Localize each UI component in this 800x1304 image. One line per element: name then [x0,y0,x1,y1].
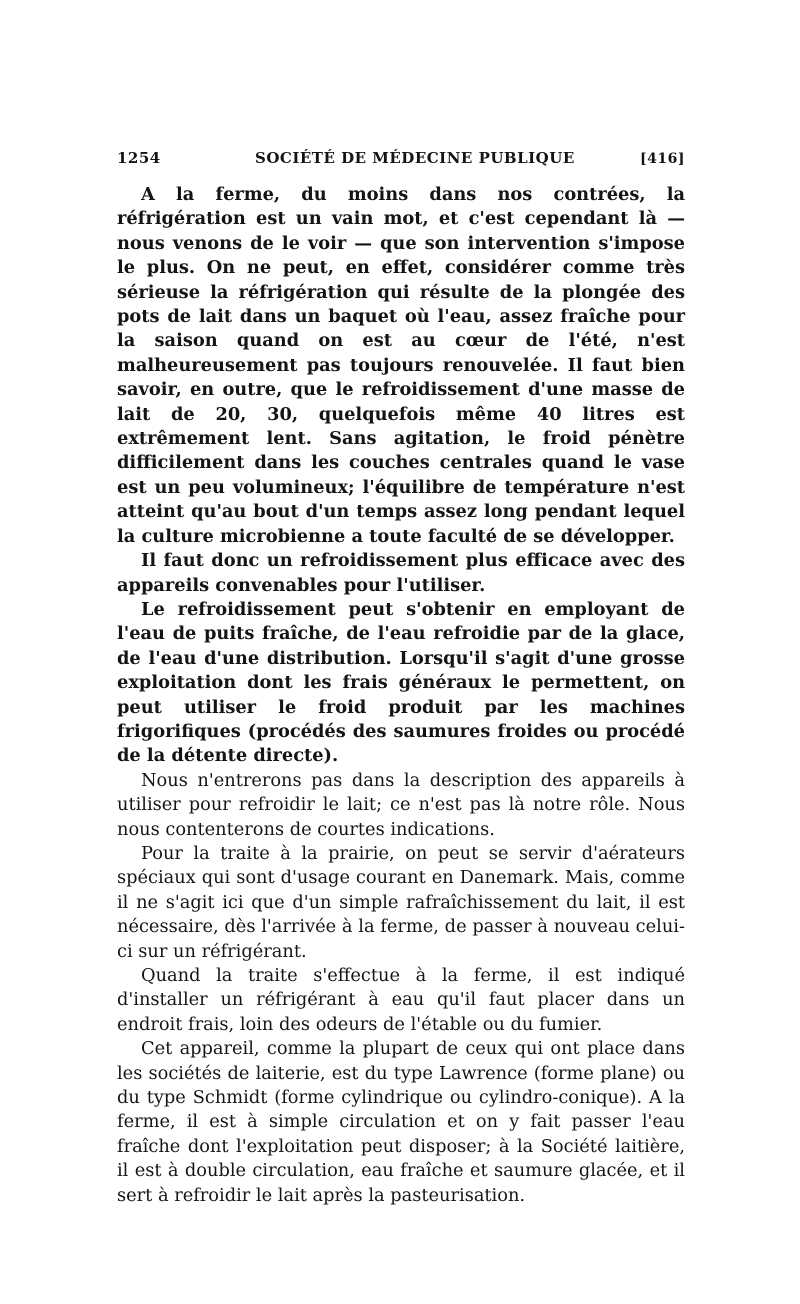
bracket-page-number: [416] [640,151,685,167]
running-header [117,149,685,175]
paragraph-1: A la ferme, du moins dans nos contrées, la réfrigération est un vain mot, et c'est cependant là — nous venons de le voir — que son intervention s'impose le plus. On ne peut, en effet, considérer comme très sérieuse la réfrigération qui résulte de la plongée des pots de lait dans un baquet où l'eau, assez fraîche pour la saison quand on est au cœur de l'été, n'est malheureusement pas toujours renouvelée. Il faut bien savoir, en outre, que le refroidissement d'une masse de lait de 20, 30, quelquefois même 40 litres est extrêmement lent. Sans agitation, le froid pénètre difficilement dans les couches centrales quand le vase est un peu volumineux; l'équilibre de température n'est atteint qu'au bout d'un temps assez long pendant lequel la culture microbienne a toute faculté de se développer. [117,184,685,547]
page-folio: 1254 [117,149,161,167]
paragraph-7: Cet appareil, comme la plupart de ceux qui ont place dans les sociétés de laiterie, est du type Lawrence (forme plane) ou du type Schmidt (forme cylindrique ou cylindro-conique). A la ferme, il est à simple circulation et on y fait passer l'eau fraîche dont l'exploitation peut disposer; à la Société laitière, il est à double circulation, eau fraîche et saumure glacée, et il sert à refroidir le lait après la pasteurisation. [117,1038,685,1206]
paragraph-4: Nous n'entrerons pas dans la description des appareils à utiliser pour refroidir le lait; ce n'est pas là notre rôle. Nous nous contenterons de courtes indications. [117,769,685,840]
paragraph-5: Pour la traite à la prairie, on peut se servir d'aérateurs spéciaux qui sont d'usage courant en Danemark. Mais, comme il ne s'agit ici que d'un simple rafraîchissement du lait, il est nécessaire, dès l'arrivée à la ferme, de passer à nouveau celui-ci sur un réfrigérant. [117,842,685,962]
paragraph-6: Quand la traite s'effectue à la ferme, il est indiqué d'installer un réfrigérant à eau qu'il faut placer dans un endroit frais, loin des odeurs de l'étable ou du fumier. [117,965,685,1035]
paragraph-3: Le refroidissement peut s'obtenir en employant de l'eau de puits fraîche, de l'eau refroidie par de la glace, de l'eau d'une distribution. Lorsqu'il s'agit d'une grosse exploitation dont les frais généraux le permettent, on peut utiliser le froid produit par les machines frigorifiques (procédés des saumures froides ou procédé de la détente directe). [117,598,685,767]
running-title: SOCIÉTÉ DE MÉDECINE PUBLIQUE [255,149,575,167]
body-text [117,183,685,1208]
paragraph-2: Il faut donc un refroidissement plus efficace avec des appareils convenables pour l'utiliser. [117,550,685,596]
